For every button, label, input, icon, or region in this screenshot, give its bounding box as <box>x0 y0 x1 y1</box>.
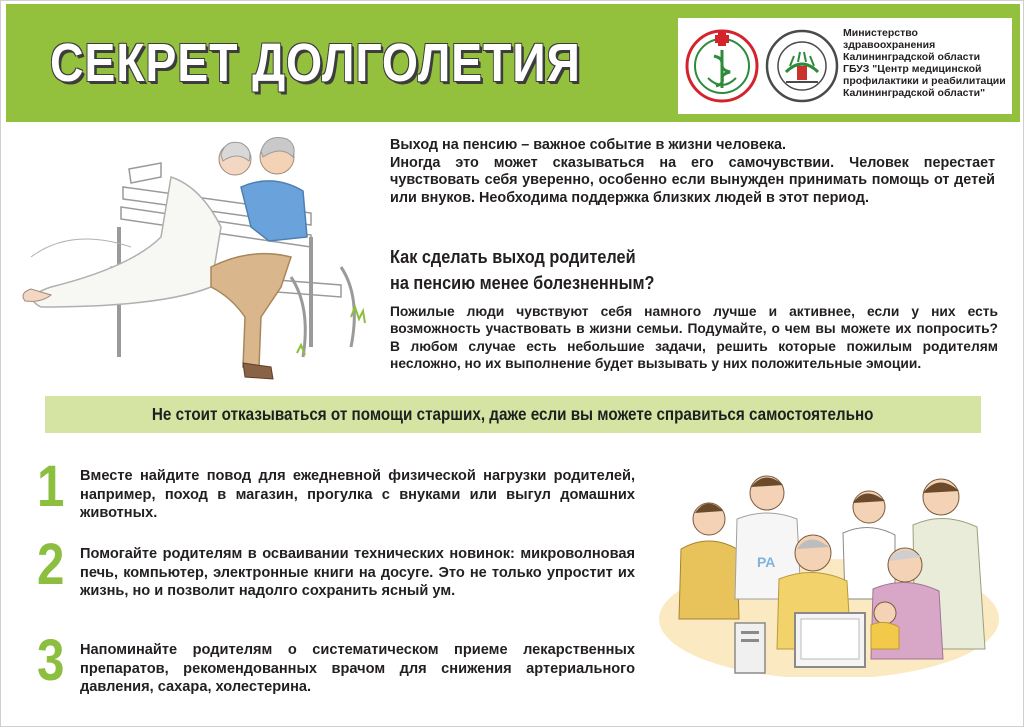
intro-line-2: Иногда это может сказываться на его самочувствии. Человек перестает чувствовать себя уверенно, особенно если вынужден принимать помощь от детей или внуков. Необходима поддержка близких людей в этот период. <box>390 154 995 206</box>
ministry-emblem-icon <box>684 26 760 106</box>
tip-number: 2 <box>37 532 65 597</box>
family-computer-illustration <box>659 449 1007 677</box>
org-line: профилактики и реабилитации <box>843 75 1006 87</box>
org-line: Калининградской области" <box>843 87 986 99</box>
center-emblem-icon <box>764 26 840 106</box>
tip-number: 1 <box>37 454 65 519</box>
org-line: Министерство <box>843 27 918 39</box>
intro-line-1: Выход на пенсию – важное событие в жизни человека. <box>390 137 787 153</box>
organization-name <box>843 27 1006 99</box>
org-line: здравоохранения <box>843 39 936 51</box>
intro-text <box>390 137 995 207</box>
header-bar <box>6 4 1020 122</box>
tip-text: Вместе найдите повод для ежедневной физической нагрузки родителей, например, поход в магазин, прогулка с внуками или выгул домашних животных. <box>80 468 635 521</box>
tip-number: 3 <box>37 628 65 693</box>
elderly-couple-illustration <box>11 117 373 393</box>
org-line: Калининградской области <box>843 51 981 63</box>
tip-text: Помогайте родителям в осваивании технических новинок: микроволновая печь, компьютер, электронные книги на досуге. Это не только упростит их жизнь, но и позволит надолго сохранить ясный ум. <box>80 546 635 599</box>
svg-text:PA: PA <box>757 554 776 570</box>
logo-panel <box>678 18 1012 114</box>
subheading-line-1: Как сделать выход родителей <box>390 246 636 267</box>
tip-text: Напоминайте родителям о систематическом приеме лекарственных препаратов, рекомендованных врачом для снижения артериального давления, сахара, холестерина. <box>80 642 635 695</box>
advice-banner <box>45 396 981 433</box>
section-subheading <box>390 244 918 296</box>
org-line: ГБУЗ "Центр медицинской <box>843 63 982 75</box>
poster-title: СЕКРЕТ ДОЛГОЛЕТИЯ <box>50 33 581 93</box>
body-paragraph: Пожилые люди чувствуют себя намного лучше и активнее, если у них есть возможность участвовать в жизни семьи. Подумайте, о чем вы можете их попросить? В любом случае есть небольшие задачи, решить которые пожилым родителям несложно, но их выполнение будет вызывать у них положительные эмоции. <box>390 304 998 371</box>
subheading-line-2: на пенсию менее болезненным? <box>390 272 655 293</box>
banner-text: Не стоит отказываться от помощи старших, даже если вы можете справиться самостоятельно <box>152 404 874 424</box>
